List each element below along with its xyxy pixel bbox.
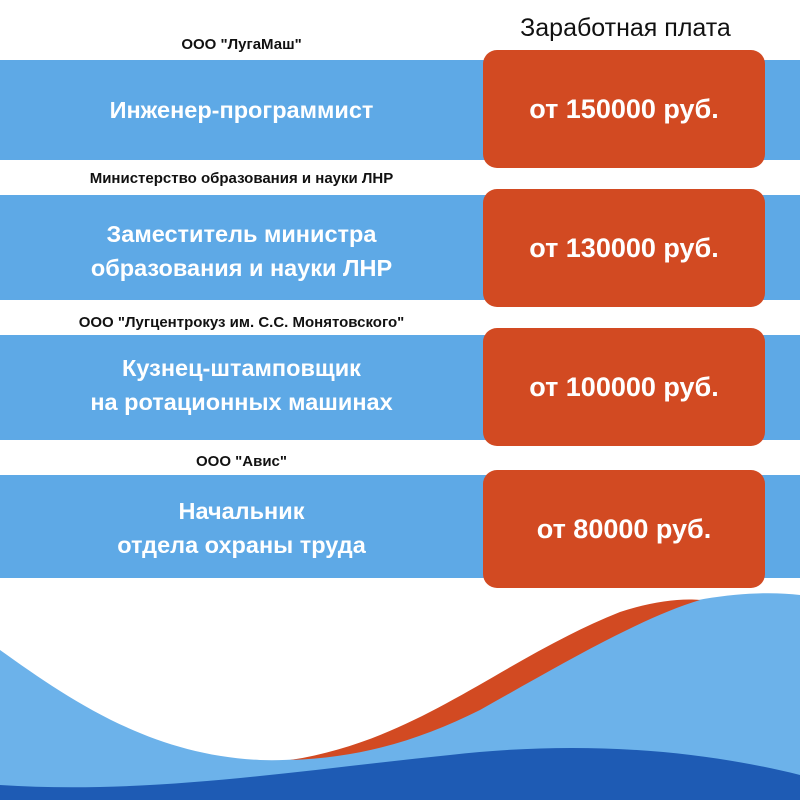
salary-box-1: от 150000 руб. <box>483 50 765 168</box>
job-title-1: Инженер-программист <box>109 96 374 123</box>
salary-box-2: от 130000 руб. <box>483 189 765 307</box>
company-label-4: ООО "Авис" <box>195 453 287 470</box>
job-title-2: Заместитель министра образования и науки ЛНР <box>90 220 393 281</box>
job-title-4: Начальник отдела охраны труда <box>117 497 366 558</box>
decorative-wave <box>0 590 800 800</box>
job-title-3: Кузнец-штамповщик на ротационных машинах <box>90 354 393 415</box>
salary-column-header: Заработная плата <box>520 14 731 42</box>
salary-box-3: от 100000 руб. <box>483 328 765 446</box>
company-label-2: Министерство образования и науки ЛНР <box>89 170 394 187</box>
company-label-1: ООО "ЛугаМаш" <box>181 36 302 53</box>
company-label-3: ООО "Лугцентрокуз им. С.С. Монятовского" <box>78 314 405 331</box>
salary-box-4: от 80000 руб. <box>483 470 765 588</box>
